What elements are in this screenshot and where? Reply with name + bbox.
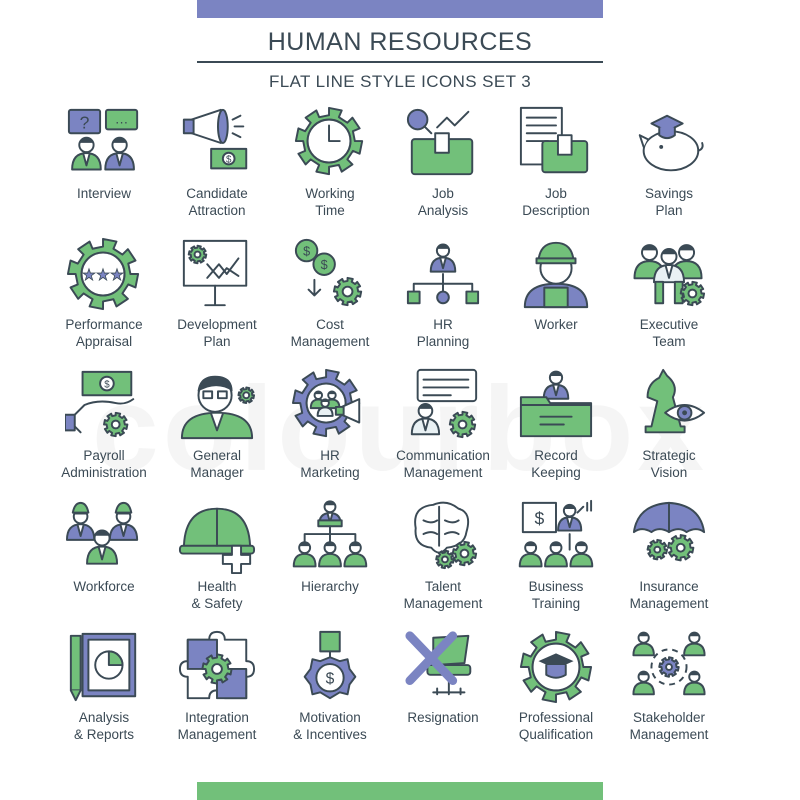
- svg-text:…: …: [114, 111, 129, 127]
- icon-label-line: HR: [320, 448, 340, 463]
- icon-tile: [274, 629, 386, 757]
- icon-label-line: Cost: [316, 317, 344, 332]
- icon-tile: [274, 498, 386, 626]
- icon-tile: [48, 629, 160, 757]
- interview-icon: [48, 105, 160, 181]
- icon-label: [387, 185, 499, 219]
- icon-label-line: Team: [652, 334, 686, 349]
- icon-label: [48, 447, 160, 481]
- icon-tile: [500, 105, 612, 233]
- performance-appraisal-icon: [48, 236, 160, 312]
- icon-label-line: Talent: [424, 579, 462, 594]
- icon-tile: [387, 498, 499, 626]
- icon-tile: [613, 367, 725, 495]
- icon-tile: [500, 367, 612, 495]
- icon-label-line: Executive: [639, 317, 699, 332]
- top-color-bar: [197, 0, 603, 18]
- health-safety-icon: [161, 498, 273, 574]
- analysis-reports-icon: [48, 629, 160, 705]
- title-divider: [197, 61, 603, 63]
- icon-label-line: Analysis: [78, 710, 130, 725]
- worker-icon: [500, 236, 612, 312]
- icon-tile: [500, 498, 612, 626]
- svg-text:★★★: ★★★: [82, 265, 125, 284]
- integration-management-icon: [161, 629, 273, 705]
- icon-label: [613, 316, 725, 350]
- icon-tile: [48, 498, 160, 626]
- icon-label: [500, 185, 612, 219]
- icon-tile: [613, 236, 725, 364]
- icon-label: [274, 185, 386, 219]
- icon-label-line: HR: [433, 317, 453, 332]
- icon-label-line: Hierarchy: [301, 579, 359, 594]
- svg-text:$: $: [534, 508, 545, 529]
- icon-label-line: Interview: [76, 186, 132, 201]
- icon-label: [500, 578, 612, 612]
- general-manager-icon: [161, 367, 273, 443]
- bottom-color-bar: [197, 782, 603, 800]
- icon-label-line: Strategic: [642, 448, 696, 463]
- icon-label-line: Insurance: [639, 579, 699, 594]
- icon-label-line: Management: [403, 596, 483, 611]
- icon-label-line: Description: [522, 203, 590, 218]
- icon-label: [274, 709, 386, 743]
- icon-label: [613, 578, 725, 612]
- icon-label-line: Vision: [650, 465, 688, 480]
- icon-label: [387, 709, 499, 726]
- icon-tile: [613, 498, 725, 626]
- icon-tile: [48, 367, 160, 495]
- icon-label-line: General: [192, 448, 242, 463]
- development-plan-icon: [161, 236, 273, 312]
- icon-label-line: Health: [197, 579, 237, 594]
- icon-label: [613, 709, 725, 743]
- icon-label-line: Appraisal: [75, 334, 133, 349]
- icon-label: [500, 447, 612, 481]
- svg-text:$: $: [104, 379, 110, 391]
- icon-label-line: Resignation: [407, 710, 479, 725]
- icon-tile: [161, 629, 273, 757]
- icon-tile: [274, 105, 386, 233]
- communication-management-icon: [387, 367, 499, 443]
- icon-label-line: Manager: [190, 465, 244, 480]
- icon-label: [387, 316, 499, 350]
- icon-label-line: Professional: [518, 710, 594, 725]
- icon-label-line: Time: [315, 203, 345, 218]
- hr-marketing-icon: [274, 367, 386, 443]
- icon-label-line: Savings: [644, 186, 694, 201]
- hr-planning-icon: [387, 236, 499, 312]
- icon-label: [48, 709, 160, 743]
- icon-tile: [387, 629, 499, 757]
- icon-label: [613, 185, 725, 219]
- icon-tile: [48, 105, 160, 233]
- icon-label: [161, 316, 273, 350]
- icon-label-line: Management: [629, 596, 709, 611]
- workforce-icon: [48, 498, 160, 574]
- icon-label: [161, 447, 273, 481]
- job-analysis-icon: [387, 105, 499, 181]
- icon-label-line: Payroll: [83, 448, 125, 463]
- professional-qualification-icon: [500, 629, 612, 705]
- icon-label-line: Planning: [416, 334, 470, 349]
- svg-text:$: $: [225, 154, 232, 166]
- icon-label-line: Management: [403, 465, 483, 480]
- business-training-icon: [500, 498, 612, 574]
- icon-tile: [500, 629, 612, 757]
- motivation-incentives-icon: [274, 629, 386, 705]
- icon-tile: [613, 105, 725, 233]
- page-title: HUMAN RESOURCES: [267, 28, 533, 56]
- icon-label: [500, 709, 612, 743]
- svg-text:$: $: [303, 244, 311, 259]
- icon-label-line: Workforce: [73, 579, 135, 594]
- icon-label: [48, 185, 160, 202]
- icon-tile: [613, 629, 725, 757]
- icon-label-line: Administration: [61, 465, 147, 480]
- executive-team-icon: [613, 236, 725, 312]
- page-subtitle: FLAT LINE STYLE ICONS SET 3: [268, 72, 532, 91]
- icon-label: [274, 447, 386, 481]
- job-description-icon: [500, 105, 612, 181]
- icon-label-line: Stakeholder: [632, 710, 706, 725]
- icon-label-line: Performance: [65, 317, 143, 332]
- svg-text:$: $: [320, 258, 328, 273]
- icon-tile: [274, 367, 386, 495]
- icon-tile: [387, 236, 499, 364]
- icon-label-line: & Safety: [191, 596, 243, 611]
- icon-label-line: Qualification: [518, 727, 594, 742]
- record-keeping-icon: [500, 367, 612, 443]
- icon-tile: [161, 367, 273, 495]
- icon-label: [48, 316, 160, 350]
- icon-label-line: Training: [531, 596, 581, 611]
- icon-tile: [387, 367, 499, 495]
- stakeholder-management-icon: [613, 629, 725, 705]
- svg-text:?: ?: [79, 112, 90, 133]
- icon-label: [274, 316, 386, 350]
- icon-label: [161, 578, 273, 612]
- icon-label-line: Integration: [185, 710, 249, 725]
- hierarchy-icon: [274, 498, 386, 574]
- icon-label: [613, 447, 725, 481]
- icon-label-line: Worker: [534, 317, 578, 332]
- icon-label-line: Keeping: [531, 465, 581, 480]
- icon-label-line: Motivation: [299, 710, 361, 725]
- working-time-icon: [274, 105, 386, 181]
- icon-label-line: & Incentives: [293, 727, 367, 742]
- icon-label-line: Job: [545, 186, 567, 201]
- insurance-management-icon: [613, 498, 725, 574]
- icon-label-line: Analysis: [417, 203, 469, 218]
- icon-label-line: Management: [177, 727, 257, 742]
- icon-label-line: Attraction: [188, 203, 246, 218]
- icon-label-line: Working: [305, 186, 355, 201]
- talent-management-icon: [387, 498, 499, 574]
- icon-label-line: Development: [177, 317, 257, 332]
- payroll-administration-icon: [48, 367, 160, 443]
- strategic-vision-icon: [613, 367, 725, 443]
- icon-label-line: Management: [290, 334, 370, 349]
- icon-label-line: Job: [432, 186, 454, 201]
- icon-tile: [161, 105, 273, 233]
- icon-label-line: Marketing: [300, 465, 360, 480]
- cost-management-icon: [274, 236, 386, 312]
- icon-label: [274, 578, 386, 595]
- icon-tile: [161, 236, 273, 364]
- icon-tile: [48, 236, 160, 364]
- resignation-icon: [387, 629, 499, 705]
- icon-label-line: Management: [629, 727, 709, 742]
- icon-label-line: Candidate: [186, 186, 248, 201]
- icon-label: [161, 185, 273, 219]
- icon-tile: [161, 498, 273, 626]
- savings-plan-icon: [613, 105, 725, 181]
- icon-tile: [387, 105, 499, 233]
- icon-label-line: Communication: [396, 448, 490, 463]
- icon-label: [161, 709, 273, 743]
- icon-tile: [500, 236, 612, 364]
- icon-label: [48, 578, 160, 595]
- icon-label: [387, 578, 499, 612]
- icon-tile: [274, 236, 386, 364]
- icon-label: [387, 447, 499, 481]
- icon-label: [500, 316, 612, 333]
- icon-label-line: & Reports: [73, 727, 135, 742]
- icon-label-line: Plan: [655, 203, 683, 218]
- svg-text:$: $: [325, 670, 335, 688]
- icon-label-line: Plan: [203, 334, 231, 349]
- icon-label-line: Record: [534, 448, 578, 463]
- candidate-attraction-icon: [161, 105, 273, 181]
- icon-label-line: Business: [528, 579, 584, 594]
